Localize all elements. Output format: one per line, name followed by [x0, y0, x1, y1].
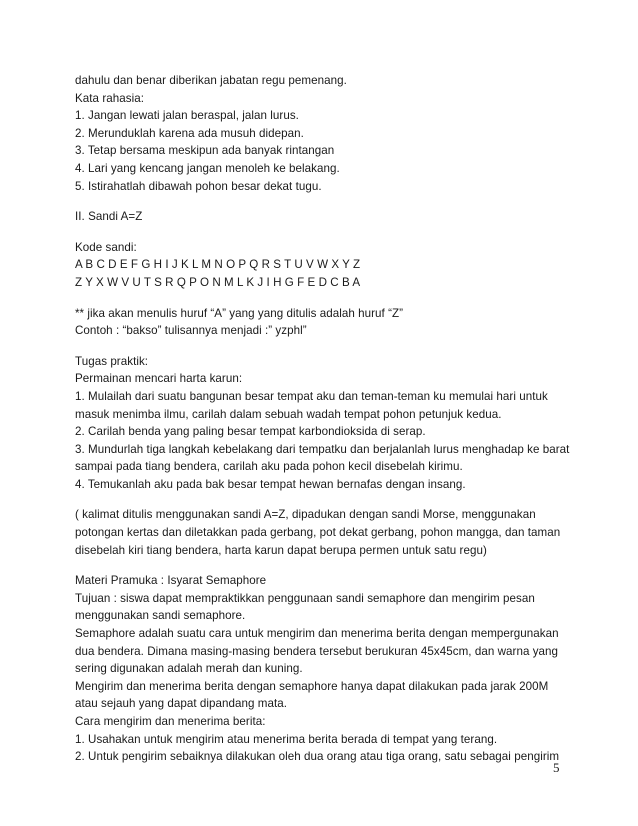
text-line: disebelah kiri tiang bendera, harta karun dapat berupa permen untuk satu regu) [75, 543, 487, 557]
page-number: 5 [553, 760, 560, 775]
text-line: menggunakan sandi semaphore. [75, 609, 246, 623]
text-line: Cara mengirim dan menerima berita: [75, 715, 266, 728]
text-line: sampai pada tiang bendera, carilah aku pada pohon kecil disebelah kirimu. [75, 460, 463, 474]
paragraph-semaphore [75, 572, 575, 766]
section-heading: II. Sandi A=Z [75, 210, 143, 224]
list-item: 4. Lari yang kencang jangan menoleh ke belakang. [75, 161, 340, 175]
list-item: 2. Untuk pengirim sebaiknya dilakukan oleh dua orang atau tiga orang, satu sebagai pengirim [75, 750, 560, 764]
text-line: sering digunakan adalah merah dan kuning. [75, 662, 303, 676]
text-line: Tugas praktik: [75, 354, 149, 368]
list-item: 5. Istirahatlah dibawah pohon besar dekat tugu. [75, 179, 322, 193]
text-line: Materi Pramuka : Isyarat Semaphore [75, 574, 267, 588]
text-line: dua bendera. Dimana masing-masing bendera tersebut berukuran 45x45cm, dan warna yang [75, 644, 559, 658]
cipher-reversed-alphabet: Z Y X W V U T S R Q P O N M L K J I H G F E D C B A [75, 275, 361, 289]
paragraph-kata-rahasia [75, 72, 575, 195]
paragraph-kode-sandi [75, 239, 575, 292]
list-item: 2. Carilah benda yang paling besar tempat karbondioksida di serap. [75, 425, 426, 439]
text-line: masuk menimba ilmu, carilah dalam sebuah wadah tempat pohon petunjuk kedua. [75, 407, 502, 421]
text-line: Mengirim dan menerima berita dengan semaphore hanya dapat dilakukan pada jarak 200M [75, 679, 549, 693]
list-item: 3. Tetap bersama meskipun ada banyak rintangan [75, 144, 335, 158]
text-line: ( kalimat ditulis menggunakan sandi A=Z, dipadukan dengan sandi Morse, menggunakan [75, 508, 536, 522]
list-item: 4. Temukanlah aku pada bak besar tempat hewan bernafas dengan insang. [75, 477, 466, 491]
text-line: Permainan mencari harta karun: [75, 372, 243, 386]
text-line: Tujuan : siswa dapat mempraktikkan penggunaan sandi semaphore dan mengirim pesan [75, 591, 535, 605]
list-item: 3. Mundurlah tiga langkah kebelakang dari tempatku dan berjalanlah lurus menghadap ke barat [75, 442, 570, 456]
paragraph-note [75, 305, 575, 340]
text-line: Kata rahasia: [75, 91, 144, 105]
list-item: 2. Merunduklah karena ada musuh didepan. [75, 126, 304, 140]
text-line: dahulu dan benar diberikan jabatan regu pemenang. [75, 74, 347, 87]
text-line: Semaphore adalah suatu cara untuk mengirim dan menerima berita dengan mempergunakan [75, 627, 559, 641]
list-item: 1. Jangan lewati jalan beraspal, jalan lurus. [75, 109, 299, 123]
text-line: ** jika akan menulis huruf “A” yang yang ditulis adalah huruf “Z” [75, 306, 404, 320]
cipher-alphabet: A B C D E F G H I J K L M N O P Q R S T U V W X Y Z [75, 258, 361, 272]
paragraph-tugas-praktik [75, 353, 575, 494]
text-line: Contoh : “bakso” tulisannya menjadi :” yzphl” [75, 324, 307, 338]
text-line: Kode sandi: [75, 240, 137, 254]
paragraph-kalimat-note [75, 506, 575, 559]
text-line: potongan kertas dan diletakkan pada gerbang, pot dekat gerbang, pohon mangga, dan taman [75, 526, 561, 540]
list-item: 1. Mulailah dari suatu bangunan besar tempat aku dan teman-teman ku memulai hari untuk [75, 389, 548, 403]
text-line: atau sejauh yang dapat dipandang mata. [75, 697, 288, 711]
list-item: 1. Usahakan untuk mengirim atau menerima berita berada di tempat yang terang. [75, 732, 498, 746]
page-body [75, 72, 575, 766]
